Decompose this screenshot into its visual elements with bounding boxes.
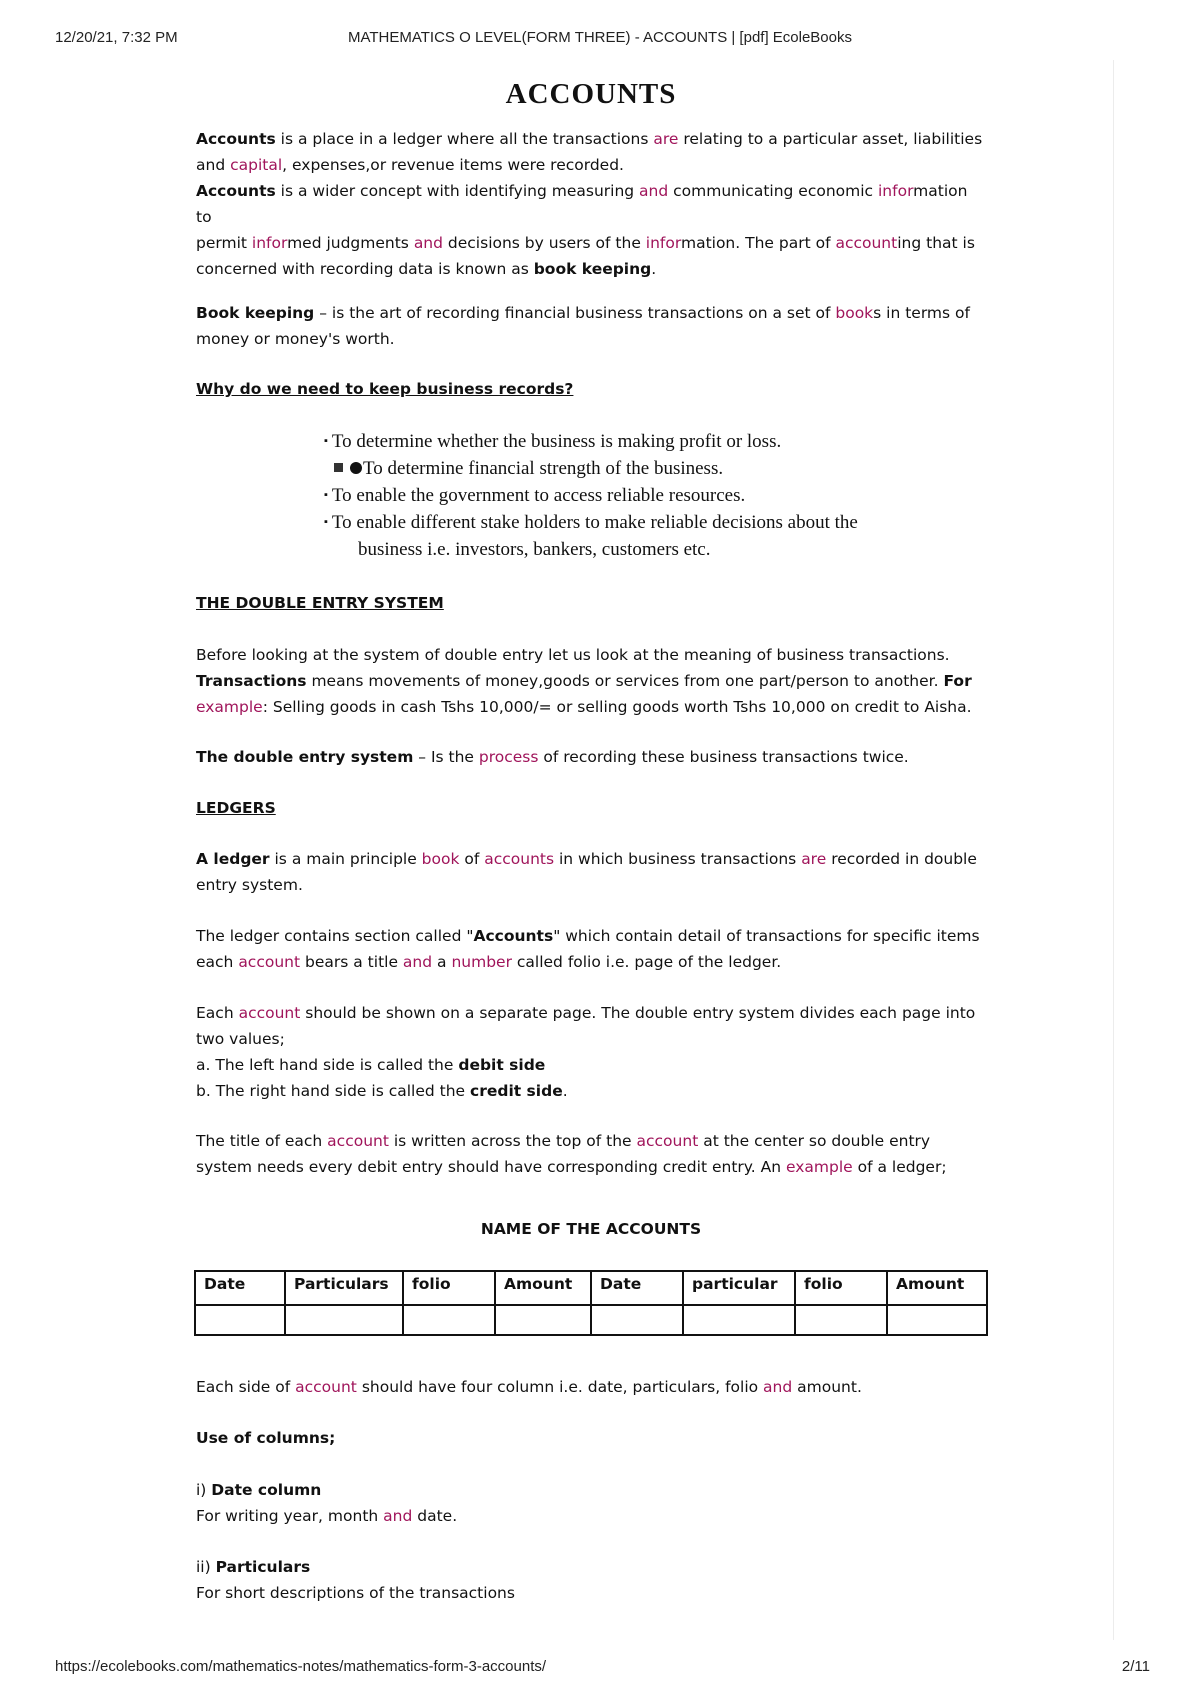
text: " which contain detail of transactions for specific items [553, 927, 980, 945]
text: . [562, 1082, 568, 1100]
term-credit-side: credit side [470, 1082, 563, 1100]
paragraph-book-keeping [196, 300, 986, 352]
text: of a ledger; [852, 1158, 947, 1176]
keyword-link[interactable]: and [413, 234, 443, 252]
list-label: ii) [196, 1558, 216, 1576]
text: a. The left hand side is called the [196, 1056, 459, 1074]
table-header-cell: Amount [887, 1271, 987, 1305]
term-transactions: Transactions [196, 672, 307, 690]
bullet-item: ▪ To determine whether the business is making profit or loss. [324, 431, 782, 452]
text: mation to [196, 182, 968, 226]
print-timestamp: 12/20/21, 7:32 PM [55, 29, 178, 46]
table-row [195, 1305, 987, 1335]
text: in which business transactions [554, 850, 802, 868]
term-accounts: Accounts [196, 182, 276, 200]
text: a [432, 953, 452, 971]
table-header-cell: Date [591, 1271, 683, 1305]
keyword-link[interactable]: and [402, 953, 433, 971]
text: The ledger contains section called " [196, 927, 474, 945]
section-heading-double-entry: THE DOUBLE ENTRY SYSTEM [196, 594, 444, 612]
text: Before looking at the system of double entry let us look at the meaning of business transactions. [196, 646, 950, 664]
text: should be shown on a separate page. The double entry system divides each page into [300, 1004, 976, 1022]
term-particulars: Particulars [215, 1558, 311, 1576]
table-cell [887, 1305, 987, 1335]
text: For short descriptions of the transactions [196, 1584, 515, 1602]
text: , expenses,or revenue items were recorded. [282, 156, 624, 174]
term-debit-side: debit side [458, 1056, 546, 1074]
text: date. [412, 1507, 458, 1525]
use-of-columns-heading: Use of columns; [196, 1429, 336, 1447]
text: concerned with recording data is known as [196, 260, 534, 278]
text: each [196, 953, 239, 971]
keyword-link[interactable]: and [639, 182, 669, 200]
keyword-link[interactable]: account [835, 234, 898, 252]
list-label: i) [196, 1481, 212, 1499]
text: ing that is [897, 234, 975, 252]
text: communicating economic [668, 182, 878, 200]
table-caption: NAME OF THE ACCOUNTS [480, 1220, 702, 1238]
table-header-cell: Amount [495, 1271, 591, 1305]
document-title: ACCOUNTS [505, 78, 677, 110]
table-header-cell: particular [683, 1271, 795, 1305]
text: should have four column i.e. date, particulars, folio [356, 1378, 764, 1396]
text: b. The right hand side is called the [196, 1082, 470, 1100]
term-book-keeping: book keeping [533, 260, 652, 278]
term-ledger: A ledger [196, 850, 270, 868]
keyword-link[interactable]: and [383, 1507, 413, 1525]
text: of recording these business transactions twice. [538, 748, 909, 766]
table-cell [403, 1305, 495, 1335]
table-cell [195, 1305, 285, 1335]
text: mation. The part of [680, 234, 836, 252]
text: is a main principle [269, 850, 422, 868]
text: two values; [196, 1030, 285, 1048]
square-bullet-icon [334, 463, 343, 472]
table-cell [285, 1305, 403, 1335]
text: system needs every debit entry should have corresponding credit entry. An [196, 1158, 786, 1176]
keyword-link[interactable]: process [478, 748, 539, 766]
keyword-link[interactable]: capital [230, 156, 283, 174]
date-column-description [196, 1477, 986, 1529]
table-header-cell: Date [195, 1271, 285, 1305]
paragraph-ledger-sections [196, 923, 986, 975]
text: : Selling goods in cash Tshs 10,000/= or selling goods worth Tshs 10,000 on credit to Aisha. [262, 698, 972, 716]
text: – is the art of recording financial business transactions on a set of [314, 304, 836, 322]
paragraph-debit-credit [196, 1000, 986, 1104]
table-header-cell: Particulars [285, 1271, 403, 1305]
bullet-item-continuation: business i.e. investors, bankers, customers etc. [358, 539, 711, 560]
text: The title of each [196, 1132, 328, 1150]
text: of [459, 850, 485, 868]
text: bears a title [300, 953, 403, 971]
paragraph-accounts-definition [196, 126, 986, 282]
text: – Is the [413, 748, 479, 766]
page-edge-divider [1113, 60, 1114, 1640]
keyword-link[interactable]: infor [251, 234, 288, 252]
text: means movements of money,goods or services from one part/person to another. [306, 672, 944, 690]
term-double-entry: The double entry system [196, 748, 414, 766]
keyword-link[interactable]: number [451, 953, 512, 971]
keyword-link[interactable]: account [636, 1132, 699, 1150]
text: called folio i.e. page of the ledger. [511, 953, 782, 971]
keyword-link[interactable]: account [295, 1378, 357, 1396]
section-heading-ledgers: LEDGERS [196, 799, 276, 817]
keyword-link[interactable]: account [238, 953, 301, 971]
particulars-description [196, 1554, 986, 1606]
keyword-link[interactable]: book [421, 850, 460, 868]
keyword-link[interactable]: book [835, 304, 874, 322]
bullet-item: To determine financial strength of the business. [334, 455, 954, 482]
term-book-keeping: Book keeping [196, 304, 315, 322]
text: For writing year, month [196, 1507, 384, 1525]
text: money or money's worth. [196, 330, 395, 348]
keyword-link[interactable]: are [801, 850, 827, 868]
keyword-link[interactable]: example [196, 698, 263, 716]
bullet-item: ▪ To enable the government to access reliable resources. [324, 485, 746, 506]
paragraph-account-title [196, 1128, 986, 1180]
keyword-link[interactable]: account [327, 1132, 389, 1150]
text: entry system. [196, 876, 303, 894]
text: decisions by users of the [442, 234, 646, 252]
bullet-item: ▪ To enable different stake holders to make reliable decisions about the [324, 512, 858, 533]
term-accounts: Accounts [473, 927, 554, 945]
text: is a place in a ledger where all the transactions [275, 130, 654, 148]
term-accounts: Accounts [196, 130, 276, 148]
term-date-column: Date column [211, 1481, 322, 1499]
keyword-link[interactable]: infor [878, 182, 914, 200]
section-heading-why-records: Why do we need to keep business records? [196, 380, 574, 398]
text: at the center so double entry [698, 1132, 931, 1150]
footer-url: https://ecolebooks.com/mathematics-notes/mathematics-form-3-accounts/ [55, 1658, 547, 1675]
print-page-title: MATHEMATICS O LEVEL(FORM THREE) - ACCOUNTS | [pdf] EcoleBooks [348, 29, 852, 46]
text: permit [196, 234, 252, 252]
text: relating to a particular asset, liabilities [678, 130, 983, 148]
text: Each [196, 1004, 239, 1022]
text: is written across the top of the [388, 1132, 637, 1150]
circle-glyph-icon [350, 462, 362, 474]
text: med judgments [287, 234, 414, 252]
text: Each side of [196, 1378, 296, 1396]
keyword-link[interactable]: accounts [484, 850, 555, 868]
paragraph-double-entry-definition [196, 744, 986, 770]
keyword-link[interactable]: example [785, 1158, 853, 1176]
text: and [196, 156, 231, 174]
table-cell [795, 1305, 887, 1335]
table-cell [495, 1305, 591, 1335]
text: recorded in double [826, 850, 977, 868]
paragraph-transactions [196, 642, 986, 720]
keyword-link[interactable]: infor [645, 234, 681, 252]
table-header-cell: folio [795, 1271, 887, 1305]
table-header-cell: folio [403, 1271, 495, 1305]
table-cell [591, 1305, 683, 1335]
table-cell [683, 1305, 795, 1335]
text: amount. [792, 1378, 862, 1396]
paragraph-four-columns [196, 1374, 986, 1400]
table-header-row [195, 1271, 987, 1305]
keyword-link[interactable]: account [238, 1004, 301, 1022]
text: . [651, 260, 657, 278]
text: s in terms of [873, 304, 970, 322]
text: For [943, 672, 972, 690]
footer-page-number: 2/11 [1121, 1658, 1150, 1675]
ledger-table [194, 1270, 988, 1336]
keyword-link[interactable]: are [653, 130, 679, 148]
keyword-link[interactable]: and [763, 1378, 793, 1396]
paragraph-ledger-definition [196, 846, 986, 898]
text: is a wider concept with identifying measuring [275, 182, 640, 200]
